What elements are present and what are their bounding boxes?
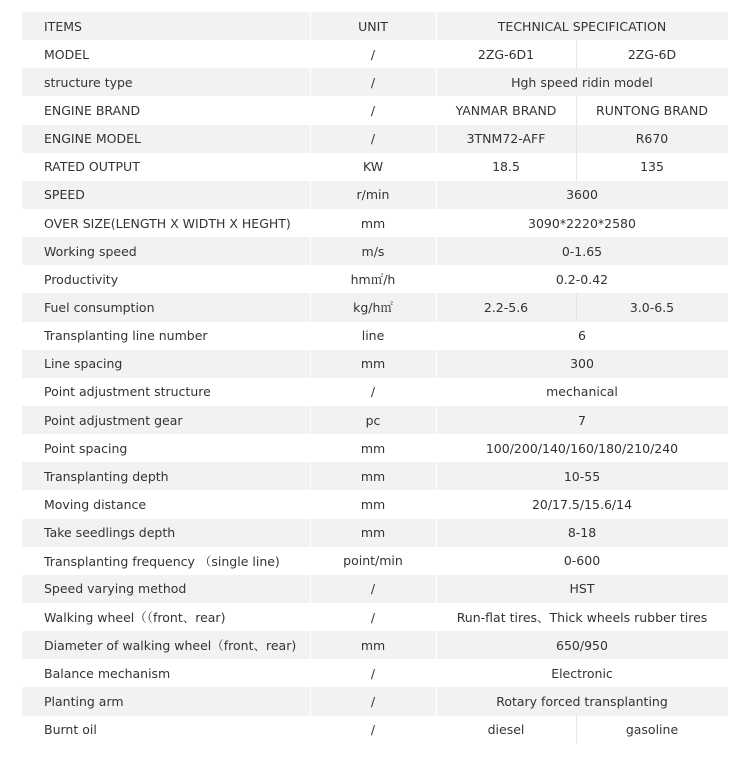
row-spec-value: 650/950: [436, 631, 728, 659]
row-unit: mm: [310, 209, 436, 237]
table-row: [22, 181, 728, 209]
table-row: [22, 406, 728, 434]
row-unit: /: [310, 716, 436, 744]
row-spec-value: R670: [576, 125, 728, 153]
row-item-name: Take seedlings depth: [22, 519, 310, 547]
table-row: [22, 209, 728, 237]
row-spec-value: 3TNM72-AFF: [436, 125, 576, 153]
row-item-name: MODEL: [22, 40, 310, 68]
row-item-name: Speed varying method: [22, 575, 310, 603]
row-item-name: Balance mechanism: [22, 659, 310, 687]
row-spec-value: 0-1.65: [436, 237, 728, 265]
header-items: ITEMS: [22, 12, 310, 40]
row-spec-value: 135: [576, 153, 728, 181]
row-spec-value: 20/17.5/15.6/14: [436, 490, 728, 518]
table-row: [22, 519, 728, 547]
row-unit: /: [310, 575, 436, 603]
row-spec-value: 2ZG-6D1: [436, 40, 576, 68]
table-row: [22, 490, 728, 518]
row-spec-value: HST: [436, 575, 728, 603]
row-item-name: SPEED: [22, 181, 310, 209]
row-item-name: Moving distance: [22, 490, 310, 518]
row-item-name: Burnt oil: [22, 716, 310, 744]
row-spec-value: Run-flat tires、Thick wheels rubber tires: [436, 603, 728, 631]
row-unit: /: [310, 378, 436, 406]
row-unit: /: [310, 96, 436, 124]
row-unit: /: [310, 687, 436, 715]
row-item-name: Point adjustment gear: [22, 406, 310, 434]
row-unit: point/min: [310, 547, 436, 575]
table-row: [22, 378, 728, 406]
row-unit: /: [310, 68, 436, 96]
row-unit: mm: [310, 434, 436, 462]
row-spec-value: 0-600: [436, 547, 728, 575]
row-spec-value: 6: [436, 322, 728, 350]
row-item-name: ENGINE BRAND: [22, 96, 310, 124]
row-spec-value: 3600: [436, 181, 728, 209]
row-item-name: Line spacing: [22, 350, 310, 378]
row-unit: hm㎡/h: [310, 265, 436, 293]
row-spec-value: 2.2-5.6: [436, 293, 576, 321]
row-unit: /: [310, 603, 436, 631]
table-row: [22, 547, 728, 575]
table-row: [22, 687, 728, 715]
row-spec-value: 2ZG-6D: [576, 40, 728, 68]
row-item-name: Productivity: [22, 265, 310, 293]
table-row: [22, 322, 728, 350]
table-row: [22, 265, 728, 293]
row-item-name: Point adjustment structure: [22, 378, 310, 406]
table-row: [22, 716, 728, 744]
row-spec-value: gasoline: [576, 716, 728, 744]
row-item-name: structure type: [22, 68, 310, 96]
row-spec-value: mechanical: [436, 378, 728, 406]
row-spec-value: 10-55: [436, 462, 728, 490]
row-item-name: RATED OUTPUT: [22, 153, 310, 181]
row-item-name: Transplanting depth: [22, 462, 310, 490]
row-item-name: Working speed: [22, 237, 310, 265]
row-spec-value: 3.0-6.5: [576, 293, 728, 321]
table-row: [22, 125, 728, 153]
table-row: [22, 153, 728, 181]
row-unit: /: [310, 659, 436, 687]
row-item-name: Diameter of walking wheel（front、rear): [22, 631, 310, 659]
table-row: [22, 40, 728, 68]
row-item-name: Point spacing: [22, 434, 310, 462]
table-row: [22, 237, 728, 265]
row-item-name: Transplanting line number: [22, 322, 310, 350]
table-row: [22, 603, 728, 631]
row-unit: mm: [310, 462, 436, 490]
row-item-name: Planting arm: [22, 687, 310, 715]
row-spec-value: YANMAR BRAND: [436, 96, 576, 124]
row-spec-value: 100/200/140/160/180/210/240: [436, 434, 728, 462]
table-row: [22, 434, 728, 462]
row-item-name: Transplanting frequency （single line): [22, 547, 310, 575]
header-row: [22, 12, 728, 40]
row-unit: KW: [310, 153, 436, 181]
row-item-name: Fuel consumption: [22, 293, 310, 321]
row-spec-value: diesel: [436, 716, 576, 744]
row-spec-value: Rotary forced transplanting: [436, 687, 728, 715]
row-unit: kg/h㎡: [310, 293, 436, 321]
row-spec-value: 18.5: [436, 153, 576, 181]
row-unit: mm: [310, 631, 436, 659]
row-spec-value: 300: [436, 350, 728, 378]
table-row: [22, 350, 728, 378]
row-unit: mm: [310, 519, 436, 547]
table-row: [22, 96, 728, 124]
row-spec-value: 0.2-0.42: [436, 265, 728, 293]
table-row: [22, 462, 728, 490]
row-item-name: Walking wheel（（front、rear): [22, 603, 310, 631]
row-spec-value: Electronic: [436, 659, 728, 687]
spec-table-body: [22, 12, 728, 744]
row-unit: /: [310, 40, 436, 68]
row-item-name: ENGINE MODEL: [22, 125, 310, 153]
row-unit: r/min: [310, 181, 436, 209]
row-unit: line: [310, 322, 436, 350]
header-spec: TECHNICAL SPECIFICATION: [436, 12, 728, 40]
row-unit: pc: [310, 406, 436, 434]
table-row: [22, 631, 728, 659]
row-item-name: OVER SIZE(LENGTH X WIDTH X HEGHT): [22, 209, 310, 237]
table-row: [22, 659, 728, 687]
row-spec-value: 3090*2220*2580: [436, 209, 728, 237]
table-row: [22, 68, 728, 96]
table-row: [22, 575, 728, 603]
row-spec-value: 7: [436, 406, 728, 434]
header-unit: UNIT: [310, 12, 436, 40]
row-unit: /: [310, 125, 436, 153]
spec-table: [22, 12, 729, 744]
row-unit: mm: [310, 490, 436, 518]
row-unit: m/s: [310, 237, 436, 265]
row-spec-value: RUNTONG BRAND: [576, 96, 728, 124]
row-unit: mm: [310, 350, 436, 378]
row-spec-value: 8-18: [436, 519, 728, 547]
table-row: [22, 293, 728, 321]
row-spec-value: Hgh speed ridin model: [436, 68, 728, 96]
